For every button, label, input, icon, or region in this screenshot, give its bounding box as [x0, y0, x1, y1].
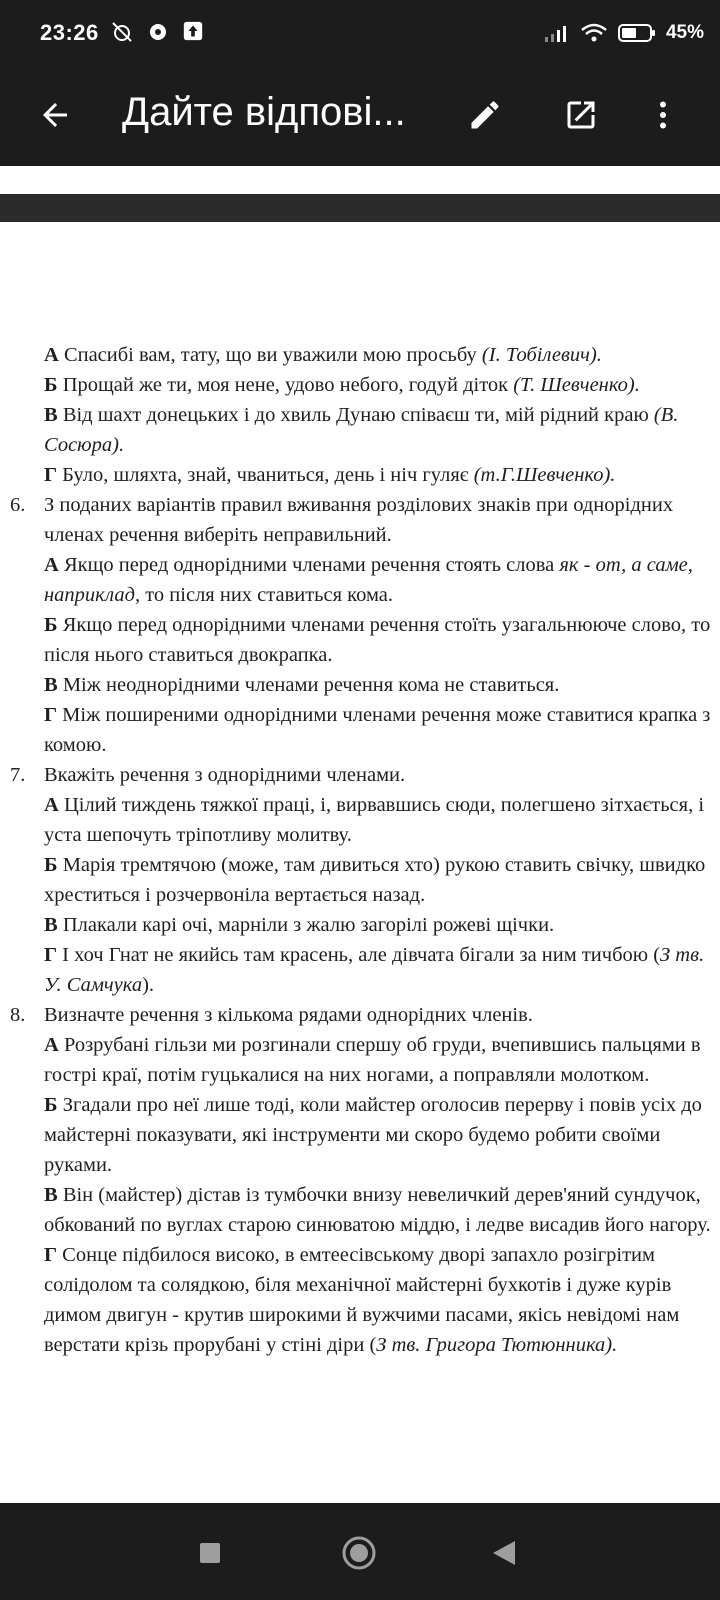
status-bar	[0, 0, 720, 68]
system-icons	[544, 22, 704, 44]
battery-icon	[618, 23, 656, 43]
q7-option-g: Г І хоч Гнат не якийсь там красень, але дівчата бігали за ним тичбою (З тв. У. Самчука).	[44, 944, 705, 996]
document-top-edge	[0, 194, 720, 222]
q5-option-v: В Від шахт донецьких і до хвиль Дунаю співаєш ти, мій рідний краю (В. Сосюра).	[44, 404, 679, 456]
nav-recents-icon	[198, 1541, 222, 1565]
q5-option-a: А Спасибі вам, тату, що ви уважили мою просьбу (І. Тобілевич).	[44, 344, 602, 366]
q7-option-b: Б Марія тремтячою (може, там дивиться хто) рукою ставить свічку, швидко хреститься і розчервоніла вертається назад.	[44, 854, 706, 906]
q7-option-v: В Плакали карі очі, марніли з жалю загорілі рожеві щічки.	[44, 914, 555, 936]
battery-level: 45%	[665, 22, 704, 43]
app-bar	[0, 68, 720, 166]
upload-icon	[182, 20, 204, 42]
more-vert-icon	[645, 97, 681, 133]
document-page[interactable]	[0, 222, 720, 1503]
nav-back-icon	[491, 1539, 517, 1567]
q8-option-a: А Розрубані гільзи ми розгинали спершу об груди, вчепившись пальцями в гострі краї, потім гуцькалися на них ногами, а поправляли молотком.	[44, 1034, 701, 1086]
page-title: Дайте відпові...	[122, 90, 406, 134]
q5-option-g: Г Було, шляхта, знай, чваниться, день і ніч гуляє (т.Г.Шевченко).	[44, 464, 616, 486]
back-button[interactable]	[30, 90, 80, 140]
notification-icons	[110, 20, 204, 44]
status-time: 23:26	[40, 20, 99, 45]
nav-home-icon	[341, 1535, 377, 1571]
open-external-icon	[563, 97, 599, 133]
nav-home-button[interactable]	[339, 1533, 379, 1573]
sync-icon	[146, 20, 170, 44]
more-options-button[interactable]	[638, 90, 688, 140]
edit-pencil-icon	[467, 97, 503, 133]
signal-icon	[544, 23, 570, 43]
navigation-bar	[0, 1503, 720, 1600]
q7-option-a: А Цілий тиждень тяжкої праці, і, вирвавшись сюди, полегшено зітхається, і уста шепочуть тріпотливу молитву.	[44, 794, 705, 846]
q6-option-a: А Якщо перед однорідними членами речення стоять слова як - от, а саме, наприклад, то після них ставиться кома.	[44, 554, 693, 606]
nav-back-button[interactable]	[484, 1533, 524, 1573]
document-content	[0, 340, 720, 1360]
q8-option-v: В Він (майстер) дістав із тумбочки внизу невеличкий дерев'яний сундучок, обкований по вуглах старою синюватою міддю, і ледве висадив його нагору.	[44, 1184, 711, 1236]
edit-button[interactable]	[460, 90, 510, 140]
q8-option-g: Г Сонце підбилося високо, в емтеесівському дворі запахло розігрітим солідолом та солядкою, біля механічної майстерні бухкотів і дуже курів димом двигун - крутив широкими й вужчими пасами, якісь невідомі нам верстати крізь прорубані у стіні діри (З тв. Григора Тютюнника).	[44, 1244, 680, 1356]
q6-option-g: Г Між поширеними однорідними членами речення може ставитися крапка з комою.	[44, 704, 711, 756]
q6-option-v: В Між неоднорідними членами речення кома не ставиться.	[44, 674, 560, 696]
back-arrow-icon	[37, 97, 73, 133]
alarm-off-icon	[110, 20, 134, 44]
open-external-button[interactable]	[556, 90, 606, 140]
q8-option-b: Б Згадали про неї лише тоді, коли майстер оголосив перерву і повів усіх до майстерні показувати, які інструменти ми скоро будемо робити своїми руками.	[44, 1094, 702, 1176]
wifi-icon	[580, 22, 608, 44]
q6-option-b: Б Якщо перед однорідними членами речення стоїть узагальнююче слово, то після нього ставиться двокрапка.	[44, 614, 711, 666]
q5-option-b: Б Прощай же ти, моя нене, удово небого, годуй діток (Т. Шевченко).	[44, 374, 640, 396]
nav-recents-button[interactable]	[190, 1533, 230, 1573]
question-6: 6. З поданих варіантів правил вживання розділових знаків при однорідних членах речення виберіть неправильний.	[10, 494, 674, 546]
separator	[0, 166, 720, 194]
question-8: 8. Визначте речення з кількома рядами однорідних членів.	[10, 1004, 533, 1026]
question-7: 7. Вкажіть речення з однорідними членами.	[10, 764, 406, 786]
